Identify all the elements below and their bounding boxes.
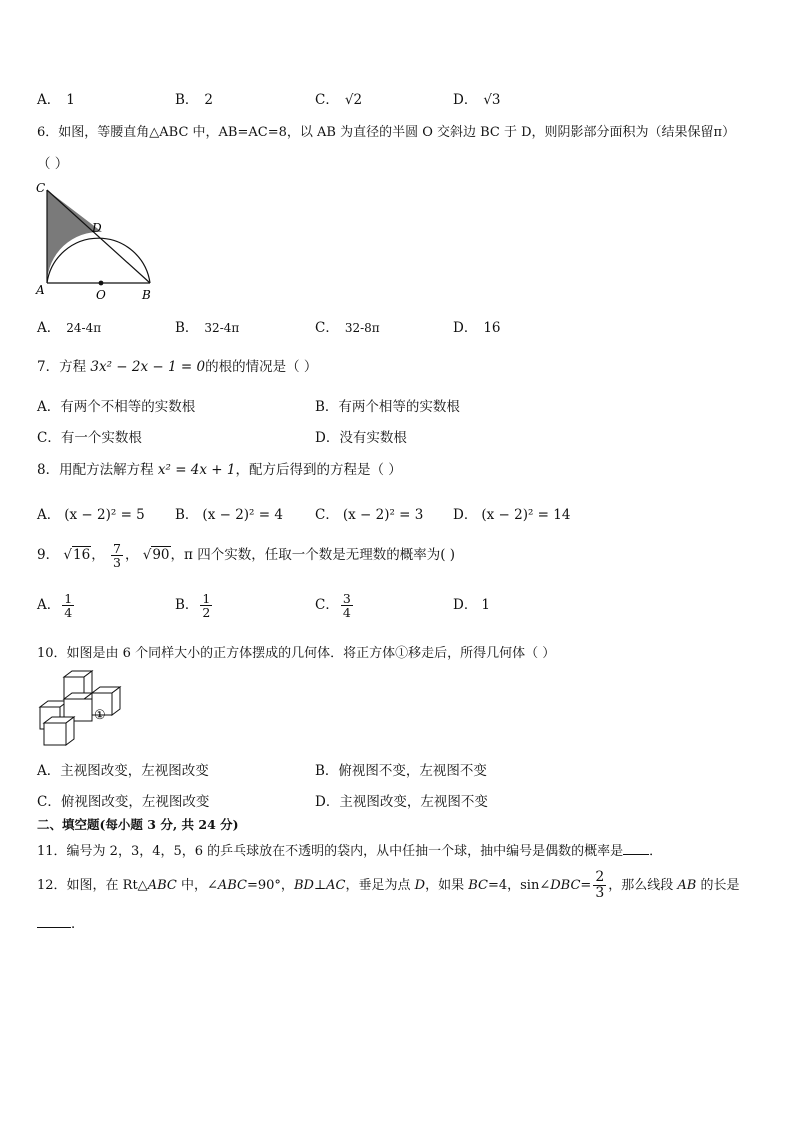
- q12-answer-blank[interactable]: [37, 927, 71, 928]
- q12-answer-line: ．: [37, 915, 85, 933]
- q8-option-b: B． (x − 2)² = 4: [175, 507, 283, 523]
- frac-2-3: $\frac{2}{3}$: [595, 869, 605, 901]
- label-d: D: [92, 221, 102, 235]
- q8-option-c: C． (x − 2)² = 3: [315, 507, 424, 523]
- q11-stem: 11．编号为 2，3，4，5，6 的乒乓球放在不透明的袋内，从中任抽一个球，抽中编号是偶数的概率是 ．: [37, 844, 663, 859]
- q6-option-d: D． 16: [453, 320, 501, 336]
- label-o: O: [96, 288, 106, 302]
- q7-option-b: B．有两个相等的实数根: [315, 399, 460, 415]
- q9-option-c: C． $\frac{3}{4}$: [315, 591, 351, 620]
- q10-stem: 10．如图是由 6 个同样大小的正方体摆成的几何体．将正方体①移走后，所得几何体（ ）: [37, 646, 556, 661]
- sqrt-90: √90: [142, 547, 170, 563]
- q7-stem: 7．方程 3x² − 2x − 1 = 0的根的情况是（ ）: [37, 359, 318, 375]
- center-point-o: [99, 281, 104, 286]
- section2-heading: 二、填空题(每小题 3 分, 共 24 分): [37, 817, 239, 832]
- q5-option-c: C． √2: [315, 92, 363, 108]
- q7-option-a: A．有两个不相等的实数根: [37, 399, 196, 415]
- q8-option-d: D． (x − 2)² = 14: [453, 507, 571, 523]
- q6-option-b: B． 32-4π: [175, 320, 240, 336]
- q11-answer-blank[interactable]: [623, 854, 649, 855]
- q5-option-b: B． 2: [175, 92, 214, 108]
- q6-option-a: A． 24-4π: [37, 320, 102, 336]
- q5-option-d: D． √3: [453, 92, 501, 108]
- cube-label-1: ①: [94, 708, 106, 723]
- label-a: A: [36, 283, 45, 297]
- q10-option-c: C．俯视图改变，左视图改变: [37, 794, 210, 810]
- q6-figure: [30, 178, 170, 303]
- label-c: C: [36, 181, 46, 195]
- q5-option-a: A． 1: [37, 92, 75, 108]
- q10-option-d: D．主视图改变，左视图不变: [315, 794, 488, 810]
- q7-option-c: C．有一个实数根: [37, 430, 142, 446]
- q6-stem: 6．如图，等腰直角△ABC 中，AB=AC=8，以 AB 为直径的半圆 O 交斜边 BC 于 D，则阴影部分面积为（结果保留π）: [37, 125, 736, 140]
- q12-stem: 12．如图，在 Rt△ABC 中，∠ABC=90°，BD⊥AC，垂足为点 D，如果 BC=4，sin∠DBC= $\frac{2}{3}$ ，那么线段 AB 的长是: [37, 869, 740, 901]
- q8-option-a: A． (x − 2)² = 5: [37, 507, 145, 523]
- label-b: B: [142, 288, 151, 302]
- q9-option-b: B． $\frac{1}{2}$: [175, 591, 211, 620]
- q9-option-d: D． 1: [453, 597, 490, 613]
- q7-option-d: D．没有实数根: [315, 430, 407, 446]
- q8-stem: 8．用配方法解方程 x² = 4x + 1，配方后得到的方程是（ ）: [37, 462, 402, 478]
- shaded-region: [47, 190, 102, 283]
- q6-stem-paren: （ ）: [37, 156, 69, 172]
- q10-option-b: B．俯视图不变，左视图不变: [315, 763, 487, 779]
- q9-stem: 9． √16， $\frac{7}{3}$ ， √90，π 四个实数，任取一个数是无理数的概率为( ): [37, 538, 455, 572]
- q10-cube-figure: [36, 670, 126, 752]
- q10-option-a: A．主视图改变，左视图改变: [37, 763, 209, 779]
- sqrt-16: √16: [63, 547, 91, 563]
- q6-option-c: C． 32-8π: [315, 320, 380, 336]
- q9-option-a: A． $\frac{1}{4}$: [37, 591, 73, 620]
- frac-7-3: $\frac{7}{3}$: [112, 541, 121, 570]
